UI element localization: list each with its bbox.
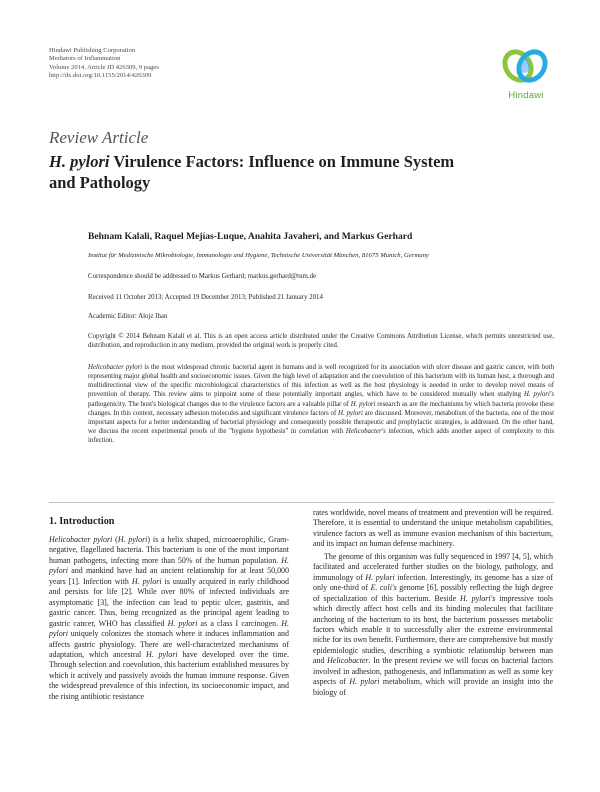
abstract-italic: Helicobacter's — [345, 428, 386, 436]
abstract-italic: H. pylori — [350, 400, 376, 408]
abstract-italic: Helicobacter pylori — [88, 364, 143, 371]
paragraph — [313, 552, 553, 698]
hindawi-logo-text: Hindawi — [508, 90, 544, 101]
copyright-notice: Copyright © 2014 Behnam Kalali et al. This is an open access article distributed under the Creative Commons Attribution License, which permits unrestricted use, distribution, and reproduction in any medium, provided the original work is properly cited. — [88, 333, 554, 350]
volume-info: Volume 2014, Article ID 426309, 9 pages — [49, 63, 159, 71]
body-text: metabolism, which will provide an insight into the biology of — [313, 677, 553, 697]
abstract-italic: H. pylori — [338, 409, 363, 417]
body-text: have developed over the time. Through selection and coevolution, this bacterium established measures by which it actively and passively avoids the human immune response. Given the widespread prevalence of this infection, its socioeconomic impact, and the rising antibiotic resistance — [49, 649, 290, 701]
body-text: uniquely colonizes the stomach where it induces inflammation and affects gastric physiology. There are well-characterized mechanisms of adaptation, which ancestral — [49, 629, 289, 659]
section-heading: 1. Introduction — [49, 516, 115, 527]
body-italic: Helicobacter pylori — [49, 535, 113, 544]
journal-name: Mediators of Inflammation — [49, 55, 121, 63]
body-text: is usually acquired in early childhood and persists for life [2]. While over 80% of infected individuals are asymptomatic [3], the infection can lead to peptic ulcer, gastritis, and gastric cancer. Thus, being recognized as the principal agent leading to gastric cancer, WHO has classified — [49, 576, 289, 628]
body-italic: H. pylori — [49, 555, 289, 576]
body-italic: E. coli's — [370, 583, 397, 593]
paragraph: rates worldwide, novel means of treatment and prevention will be required. Therefore, it is essential to understand the unique metabolism capabilities, virulence factors as well as immune evasion mechanism of this bacterium, and its impact on human defense machinery. — [313, 508, 553, 549]
article-title — [49, 151, 469, 193]
abstract-text: infection, which adds another aspect of complexity to this infection. — [88, 428, 554, 445]
title-species: H. pylori — [49, 152, 110, 171]
body-column-left — [49, 535, 289, 702]
body-text: and mankind have had an ancient relationship for at least 50,000 years [1]. Infection with — [49, 566, 289, 586]
section-divider — [49, 502, 554, 503]
abstract-text: research as are the mechanisms by which bacteria provoke these changes. In this context, necessary adhesion molecules and significant virulence factors of — [88, 400, 554, 417]
affiliation: Institut für Medizinische Mikrobiologie, Immunologie und Hygiene, Technische Universität München, 81675 Munich, Germany — [88, 252, 429, 259]
abstract — [88, 363, 554, 445]
body-text: impressive tools which directly affect host cells and its binding molecules that facilitate anchoring of the bacterium to its host, the bacterium possesses metabolic factors which enable it to successfully alter the extreme environmental niche for its own benefit. Furthermore, there are comprehensive but mostly epidemiologic studies, describing a symbiotic relationship between man and — [313, 593, 554, 666]
body-text: genome [6], possibly reflecting the high degree of specialization of this bacterium. Beside — [313, 583, 553, 603]
body-text: ) is a helix shaped, microaerophilic, Gram-negative, flagellated bacteria. This bacterium is one of the most important human pathogens, infecting more than 50% of the human population. — [49, 535, 289, 565]
body-column-right — [313, 508, 553, 698]
body-italic: H. pylori — [117, 535, 148, 544]
body-italic: H. pylori — [349, 677, 380, 687]
body-text: infection. Interestingly, its genome has a size of only one-third of — [313, 572, 554, 593]
article-type: Review Article — [49, 128, 149, 147]
publisher-name: Hindawi Publishing Corporation — [49, 47, 136, 54]
correspondence: Correspondence should be addressed to Markus Gerhard; markus.gerhard@tum.de — [88, 273, 317, 280]
body-italic: H. pylori — [365, 572, 395, 582]
abstract-text: is the most widespread chronic bacterial agent in humans and is well recognized for its association with ulcer disease and gastric cancer, with both representing major global health and socioeconomic issues. Given the high level of adaptation and the coevolution of this bacterium with its human host, a thorough and multidirectional view of the specific microbiological characteristics of this infection as well as the host physiology is needed in order to develop novel means of prevention of therapy. This review aims to pinpoint some of these potentially important angles, which have to be considered mutually when studying — [88, 364, 554, 399]
body-italic: H. pylori's — [460, 593, 496, 603]
doi-link[interactable]: http://dx.doi.org/10.1155/2014/426309 — [49, 71, 152, 79]
author-list: Behnam Kalali, Raquel Mejías-Luque, Anahita Javaheri, and Markus Gerhard — [88, 231, 413, 242]
abstract-text: are discussed. Moreover, metabolism of the bacteria, one of the most important aspects for a better understanding of bacterial physiology and consequently possible therapeutic and prophylactic strategies, is addressed. On the other hand, we discuss the recent experimental proofs of the "hygiene hypothesis" in correlation with — [88, 409, 555, 436]
abstract-italic: H. pylori's — [523, 391, 554, 399]
body-italic: Helicobacter — [327, 656, 369, 666]
body-text: . In the present review we will focus on bacterial factors involved in adhesion, pathogenesis, and inflammation as well as some key aspects of — [313, 656, 553, 687]
body-italic: H. pylori — [167, 618, 198, 628]
journal-metadata — [49, 47, 159, 80]
publication-dates: Received 11 October 2013; Accepted 19 December 2013; Published 21 January 2014 — [88, 294, 323, 301]
body-italic: H. pylori — [131, 576, 162, 586]
abstract-text: pathogenicity. The host's biological changes due to the virulence factors are a valuable pillar of — [88, 400, 351, 408]
body-italic: H. pylori — [49, 618, 289, 639]
body-text: ( — [112, 535, 118, 544]
body-text: The genome of this organism was fully sequenced in 1997 [4, 5], which facilitated and accelerated further studies on the biology, pathology, and immunology of — [313, 551, 553, 582]
title-rest: Virulence Factors: Influence on Immune System and Pathology — [49, 152, 455, 192]
academic-editor: Academic Editor: Alojz Ihan — [88, 313, 168, 320]
body-italic: H. pylori — [146, 649, 178, 659]
body-text: as a class I carcinogen. — [197, 618, 282, 628]
